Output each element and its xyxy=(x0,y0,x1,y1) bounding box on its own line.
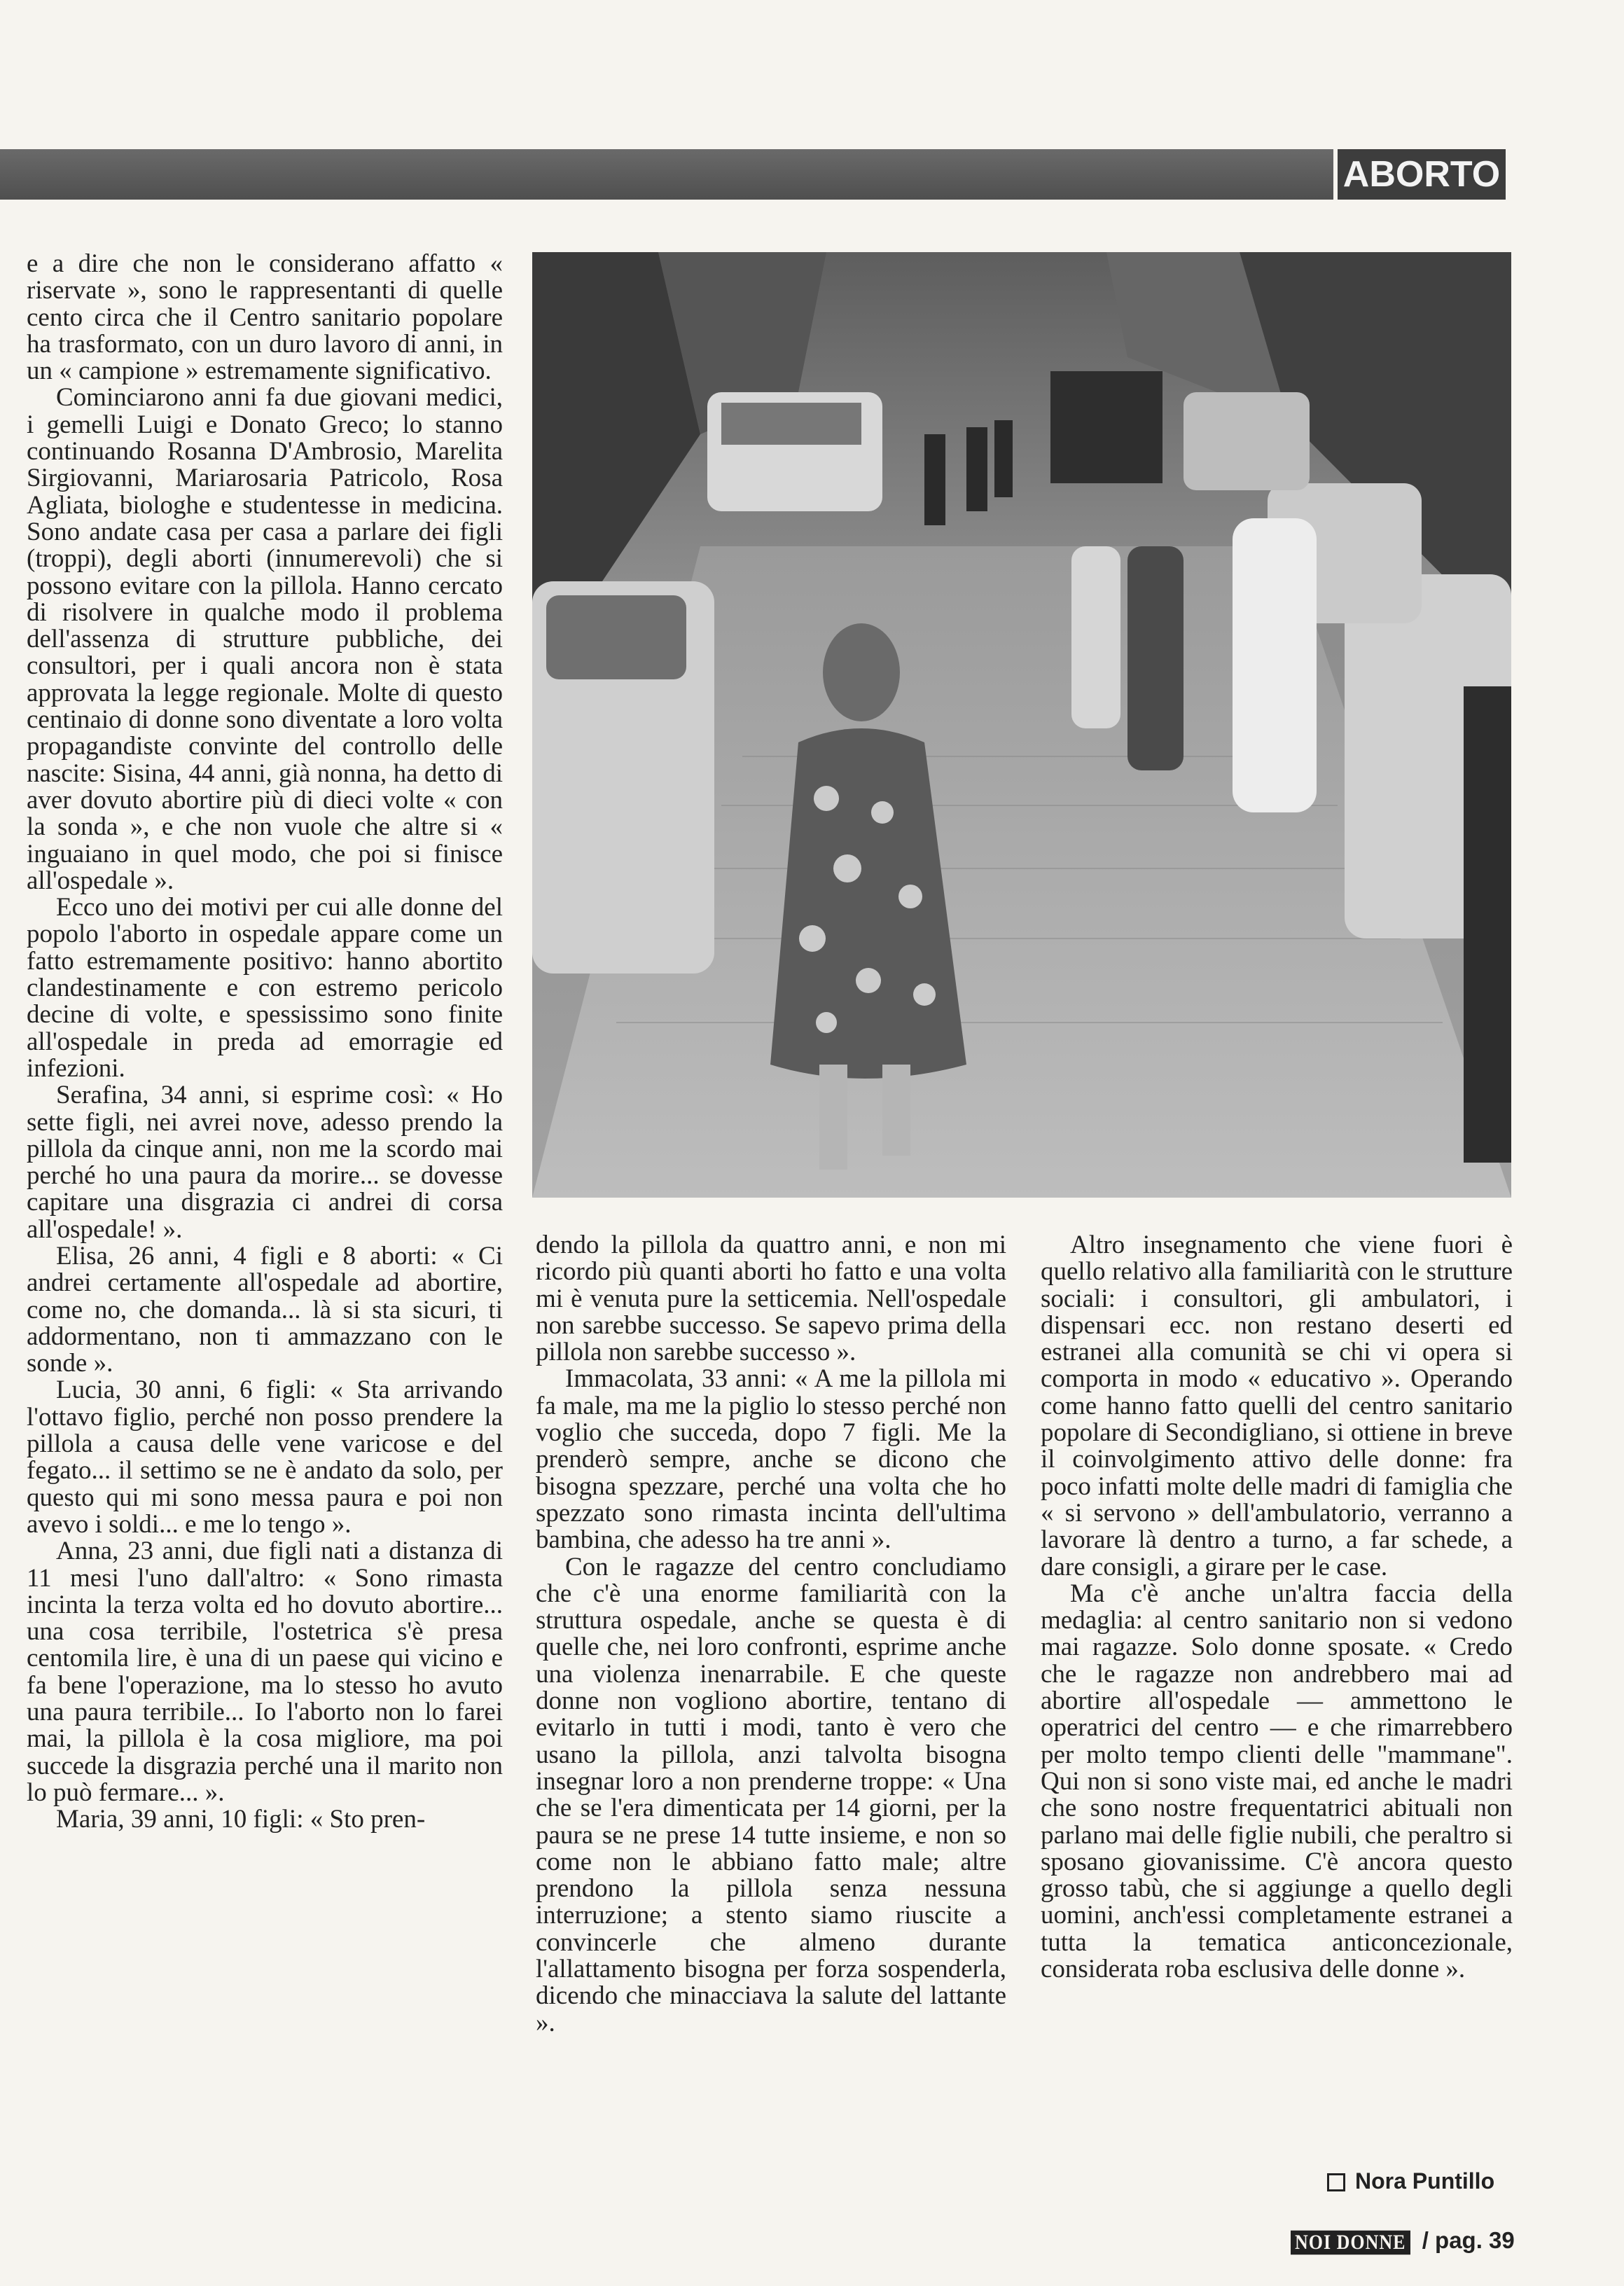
magazine-logo: NOI DONNE xyxy=(1291,2231,1410,2255)
paragraph: Ma c'è anche un'altra faccia della medaglia: al centro sanitario non si vedono mai ragazze. Solo donne sposate. « Credo che le ragazze non andrebbero mai ad abortire all'ospedale — ammettono le operatrici del centro — e che rimarrebbero per molto tempo clienti delle "mammane". Qui non si sono viste mai, ed anche le madri che sono nostre frequentatrici abituali non parlano mai delle figlie nubili, che peraltro si sposano giovanissime. C'è ancora questo grosso tabù, che si aggiunge a quello degli uomini, anch'essi completamente estranei a tutta la tematica anticoncezionale, considerata roba esclusiva delle donne ». xyxy=(1041,1579,1513,1984)
paragraph: Ecco uno dei motivi per cui alle donne del popolo l'aborto in ospedale appare come un fatto estremamente positivo: hanno abortito clandestinamente e con estremo pericolo decine di volte, e spessissimo sono finite all'ospedale in preda ad emorragie ed infezioni. xyxy=(27,893,503,1083)
paragraph: Cominciarono anni fa due giovani medici, i gemelli Luigi e Donato Greco; lo stanno continuando Rosanna D'Ambrosio, Marelita Sirgiovanni, Mariarosaria Patricolo, Rosa Agliata, biologhe e studentesse in medicina. Sono andate casa per casa a parlare dei figli (troppi), degli aborti (innumerevoli) che si possono evitare con la pillola. Hanno cercato di risolvere in qualche modo il problema dell'assenza di strutture pubbliche, dei consultori, per i quali ancora non è stata approvata la legge regionale. Molte di questo centinaio di donne sono diventate a loro volta propagandiste convinte del controllo delle nascite: Sisina, 44 anni, già nonna, ha detto di aver dovuto abortire più di dieci volte « con la sonda », e che non vuole che altre si « inguaiano in quel modo, che poi si finisce all'ospedale ». xyxy=(27,383,503,895)
page-number: pag. 39 xyxy=(1435,2227,1515,2253)
section-title: ABORTO xyxy=(1333,149,1506,200)
author-byline xyxy=(1327,2168,1516,2194)
paragraph: e a dire che non le considerano affatto « riservate », sono le rappresentanti di quelle cento circa che il Centro sanitario popolare ha trasformato, con un duro lavoro di anni, in un « campione » estremamente significativo. xyxy=(27,249,503,386)
footer-separator: / xyxy=(1422,2227,1429,2253)
section-header-bar xyxy=(0,149,1506,200)
paragraph: Anna, 23 anni, due figli nati a distanza di 11 mesi l'uno dall'altro: « Sono rimasta incinta la terza volta ed ho dovuto abortire... una cosa terribile, l'ostetrica s'è presa centomila lire, è una di un paese qui vicino e fa bene l'operazione, ma lo stesso ho avuto una paura terribile... Io l'aborto non lo farei mai, la pillola è la cosa migliore, ma poi succede la disgrazia perché una il marito non lo può fermare... ». xyxy=(27,1537,503,1807)
end-square-icon xyxy=(1327,2173,1345,2191)
page-footer xyxy=(1291,2227,1522,2254)
paragraph: Elisa, 26 anni, 4 figli e 8 aborti: « Ci andrei certamente all'ospedale ad abortire, come no, che domanda... là si sta sicuri, ti addormentano, non ti ammazzano con le sonde ». xyxy=(27,1241,503,1378)
paragraph: Immacolata, 33 anni: « A me la pillola mi fa male, ma me la piglio lo stesso perché non voglio che succeda, dopo 7 figli. Me la prenderò sempre, anche se dicono che bisogna spezzare, perché una volta che ho spezzato sono rimasta incinta dell'ultima bambina, che adesso ha tre anni ». xyxy=(536,1364,1006,1555)
paragraph: Altro insegnamento che viene fuori è quello relativo alla familiarità con le strutture sociali: i consultori, gli ambulatori, i dispensari ecc. non restano deserti ed estranei alla comunità se chi vi opera si comporta in modo « educativo ». Operando come hanno fatto quelli del centro sanitario popolare di Secondigliano, si ottiene in breve il coinvolgimento attivo delle donne: fra poco infatti molte delle madri di famiglia che « si servono » dell'ambulatorio, verranno a lavorare là dentro a turno, a far schede, a dare consigli, a girare per le case. xyxy=(1041,1231,1513,1581)
author-name: Nora Puntillo xyxy=(1355,2168,1495,2194)
article-column-1 xyxy=(27,251,503,1834)
paragraph: Lucia, 30 anni, 6 figli: « Sta arrivando l'ottavo figlio, perché non posso prendere la pillola a causa delle vene varicose e del fegato... il settimo se ne è andato da solo, per questo qui mi sono messa paura e poi non avevo i soldi... e me lo tengo ». xyxy=(27,1376,503,1539)
article-column-3 xyxy=(1041,1232,1513,1983)
paragraph: dendo la pillola da quattro anni, e non mi ricordo più quanti aborti ho fatto e una volta mi è venuta pure la setticemia. Nell'ospedale non sarebbe successo. Se sapevo prima della pillola non sarebbe successo ». xyxy=(536,1231,1006,1367)
street-photo xyxy=(532,252,1511,1198)
article-column-2 xyxy=(536,1232,1006,2037)
paragraph: Serafina, 34 anni, si esprime così: « Ho sette figli, nei avrei nove, adesso prendo la pillola da cinque anni, non me la scordo mai perché ho una paura da morire... se dovesse capitare una disgrazia ci andrei di corsa all'ospedale! ». xyxy=(27,1081,503,1244)
paragraph: Maria, 39 anni, 10 figli: « Sto pren- xyxy=(56,1805,426,1834)
photo-street-scene-icon xyxy=(532,252,1511,1198)
paragraph: Con le ragazze del centro concludiamo che c'è una enorme familiarità con la struttura ospedale, anche se questa è di quelle che, nei loro confronti, esprime anche una violenza inenarrabile. E che queste donne non vogliono abortire, tentano di evitarlo in tutti i modi, tanto è vero che usano la pillola, anzi talvolta bisogna insegnar loro a non prenderne troppe: « Una che se l'era dimenticata per 14 giorni, per la paura se ne prese 14 tutte insieme, e non so come non le abbiano fatto male; altre prendono la pillola senza nessuna interruzione; a stento siamo riuscite a convincerle che almeno durante l'allattamento bisogna per forza sospenderla, dicendo che minacciava la salute del lattante ». xyxy=(536,1552,1006,2037)
